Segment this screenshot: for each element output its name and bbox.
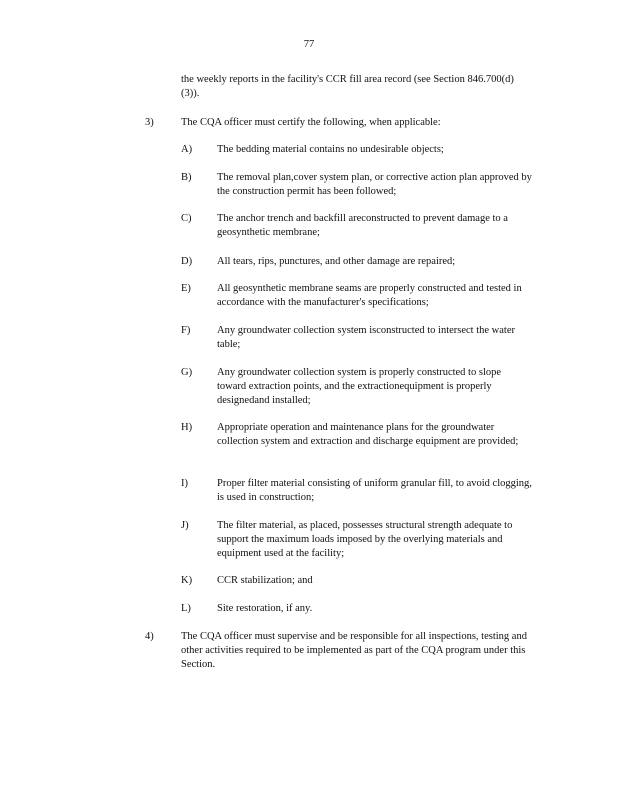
item-text: The removal plan,cover system plan, or corrective action plan approved by the construction permit has been followed;	[217, 172, 532, 197]
item-text: The filter material, as placed, possesses structural strength adequate to support the maximum loads imposed by the overlying materials and equipment used at the facility;	[217, 520, 513, 559]
item-letter: C)	[181, 213, 192, 224]
item-text: All tears, rips, punctures, and other damage are repaired;	[217, 256, 456, 267]
item-text: The bedding material contains no undesirable objects;	[217, 144, 444, 155]
item-letter: B)	[181, 172, 192, 183]
section-number: 4)	[145, 631, 154, 642]
item-text: The anchor trench and backfill areconstructed to prevent damage to a geosynthetic membrane;	[217, 213, 508, 238]
item-letter: F)	[181, 325, 191, 336]
item-letter: K)	[181, 575, 193, 586]
item-letter: I)	[181, 478, 188, 489]
item-letter: G)	[181, 367, 193, 378]
item-letter: J)	[181, 520, 189, 531]
section-number: 3)	[145, 117, 154, 128]
intro-paragraph: the weekly reports in the facility's CCR fill area record (see Section 846.700(d)(3)).	[181, 74, 514, 99]
item-text: Proper filter material consisting of uniform granular fill, to avoid clogging, is used in construction;	[217, 478, 532, 503]
item-text: Appropriate operation and maintenance plans for the groundwater collection system and extraction and discharge equipment are provided;	[217, 422, 519, 447]
page-number: 77	[303, 39, 315, 50]
item-letter: H)	[181, 422, 193, 433]
item-letter: D)	[181, 256, 193, 267]
item-text: CCR stabilization; and	[217, 575, 313, 586]
item-text: All geosynthetic membrane seams are properly constructed and tested in accordance with the manufacturer's specifications;	[217, 283, 522, 308]
item-letter: A)	[181, 144, 193, 155]
item-text: Any groundwater collection system is properly constructed to slope toward extraction points, and the extractionequipment is properly designedand installed;	[217, 367, 502, 406]
section-text: The CQA officer must supervise and be responsible for all inspections, testing and other activities required to be implemented as part of the CQA program under this Section.	[181, 631, 527, 670]
item-text: Site restoration, if any.	[217, 603, 313, 614]
section-text: The CQA officer must certify the following, when applicable:	[181, 117, 441, 128]
item-letter: E)	[181, 283, 191, 294]
item-text: Any groundwater collection system isconstructed to intersect the water table;	[217, 325, 515, 350]
item-letter: L)	[181, 603, 191, 614]
